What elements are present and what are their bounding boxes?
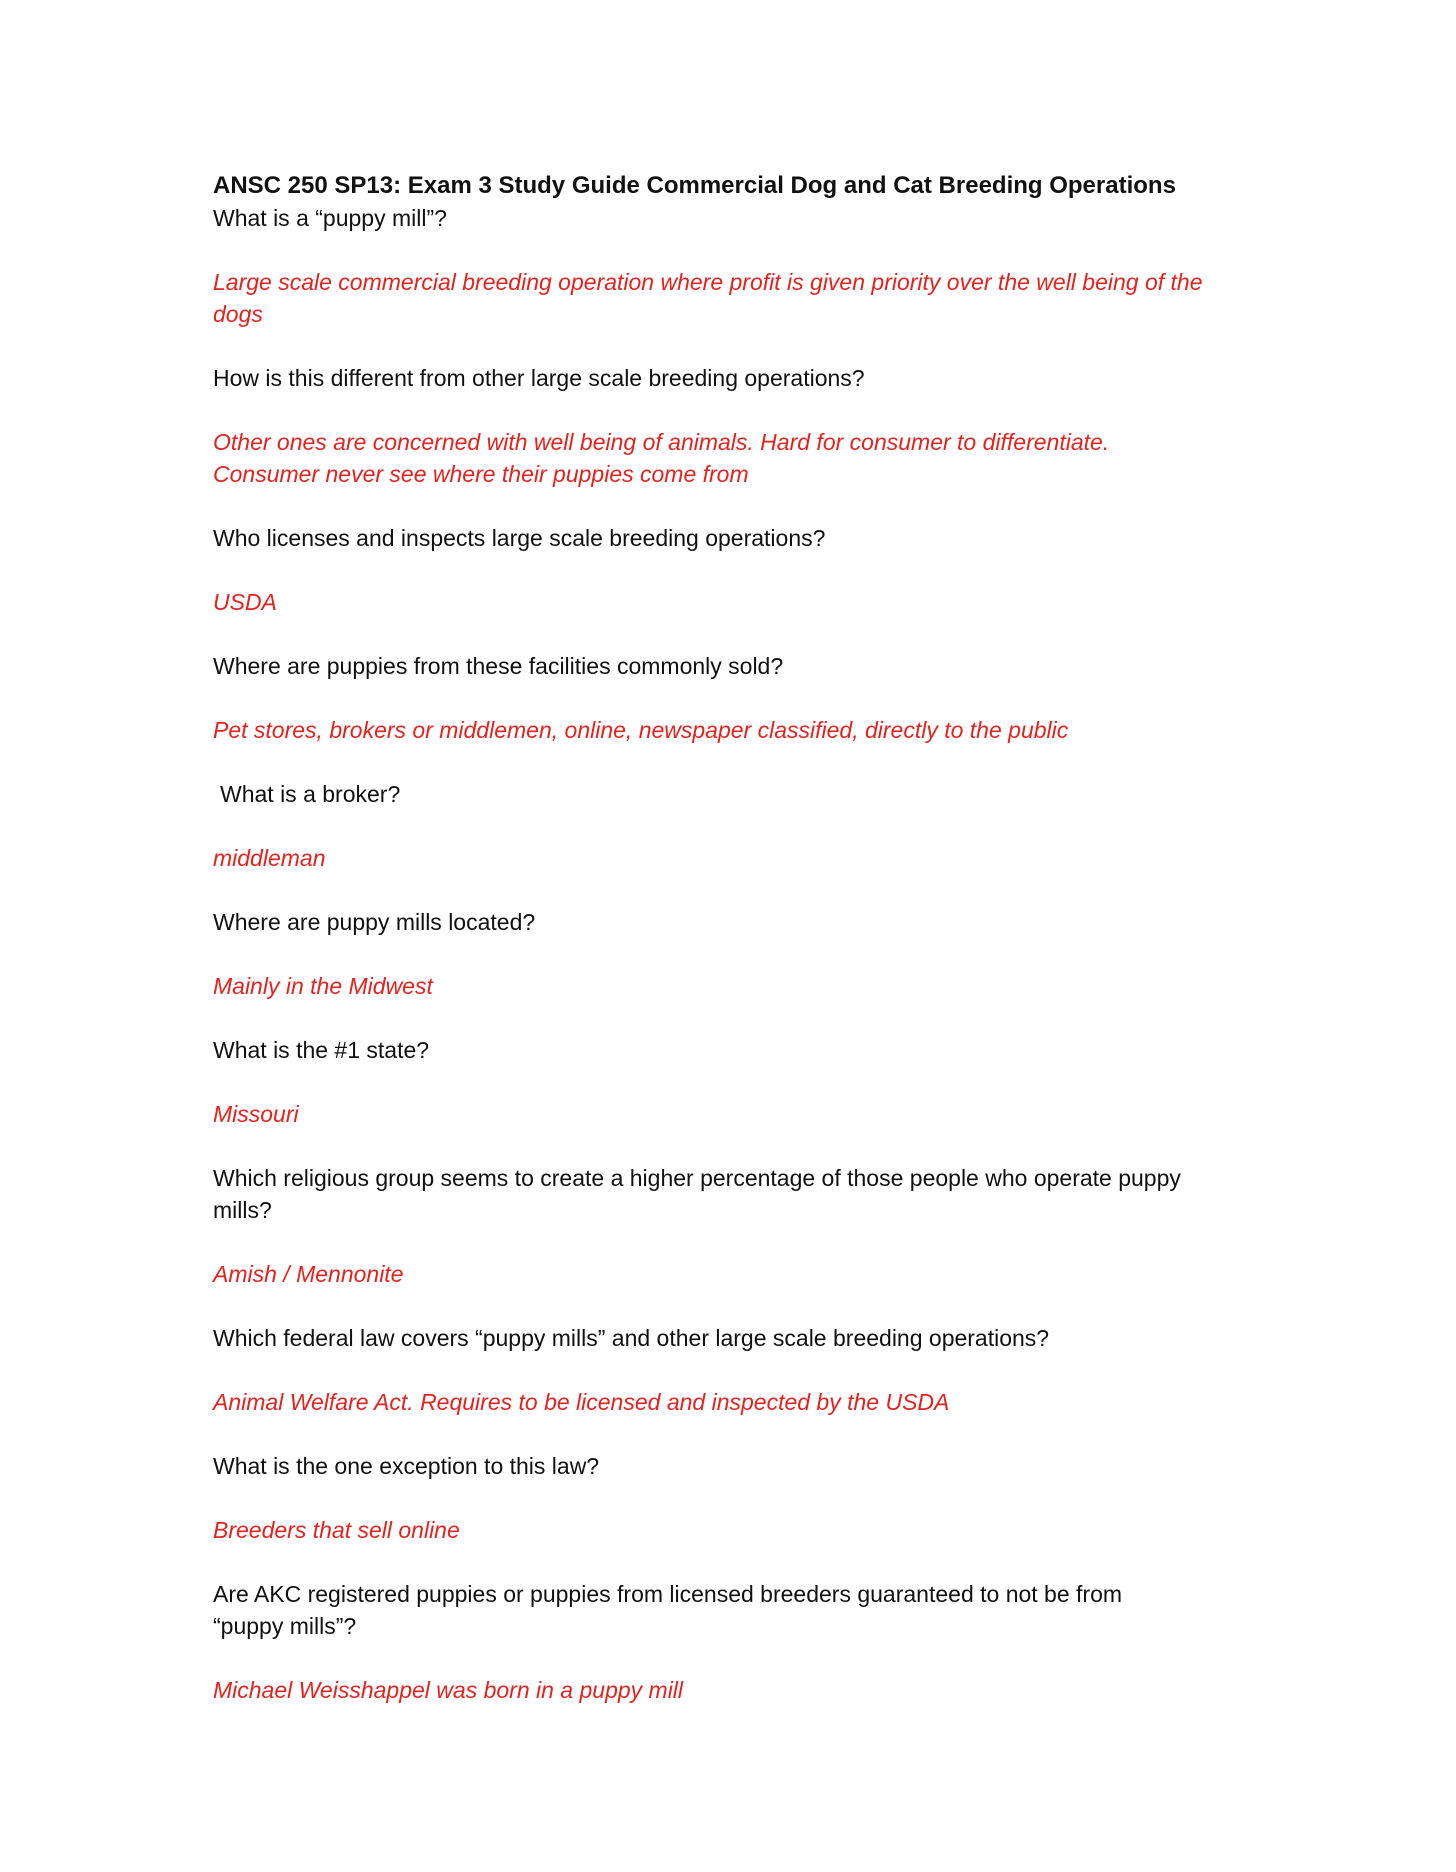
question-4: Where are puppies from these facilities commonly sold?: [213, 653, 784, 679]
question-7: What is the #1 state?: [213, 1037, 430, 1063]
question-1: What is a “puppy mill”?: [213, 205, 447, 231]
question-10: What is the one exception to this law?: [213, 1453, 600, 1479]
answer-7: Missouri: [213, 1101, 299, 1127]
answer-5: middleman: [213, 845, 326, 871]
answer-2: Other ones are concerned with well being of animals. Hard for consumer to differentiate. Consumer never see where their puppies come from: [213, 429, 1110, 487]
question-8: Which religious group seems to create a higher percentage of those people who operate puppy mills?: [213, 1165, 1181, 1223]
answer-1: Large scale commercial breeding operation where profit is given priority over the well being of the dogs: [213, 269, 1203, 327]
answer-9: Animal Welfare Act. Requires to be licensed and inspected by the USDA: [213, 1389, 950, 1415]
answer-6: Mainly in the Midwest: [213, 973, 433, 999]
document-title: ANSC 250 SP13: Exam 3 Study Guide Commercial Dog and Cat Breeding Operations: [213, 172, 1176, 199]
question-5: What is a broker?: [220, 781, 401, 807]
answer-11: Michael Weisshappel was born in a puppy mill: [213, 1677, 684, 1703]
question-9: Which federal law covers “puppy mills” and other large scale breeding operations?: [213, 1325, 1050, 1351]
question-11: Are AKC registered puppies or puppies from licensed breeders guaranteed to not be from “puppy mills”?: [213, 1581, 1123, 1639]
answer-3: USDA: [213, 589, 277, 615]
answer-8: Amish / Mennonite: [213, 1261, 404, 1287]
question-6: Where are puppy mills located?: [213, 909, 536, 935]
question-3: Who licenses and inspects large scale breeding operations?: [213, 525, 826, 551]
answer-10: Breeders that sell online: [213, 1517, 460, 1543]
study-guide-content: [213, 170, 1243, 1706]
answer-4: Pet stores, brokers or middlemen, online, newspaper classified, directly to the public: [213, 717, 1069, 743]
question-2: How is this different from other large scale breeding operations?: [213, 365, 865, 391]
